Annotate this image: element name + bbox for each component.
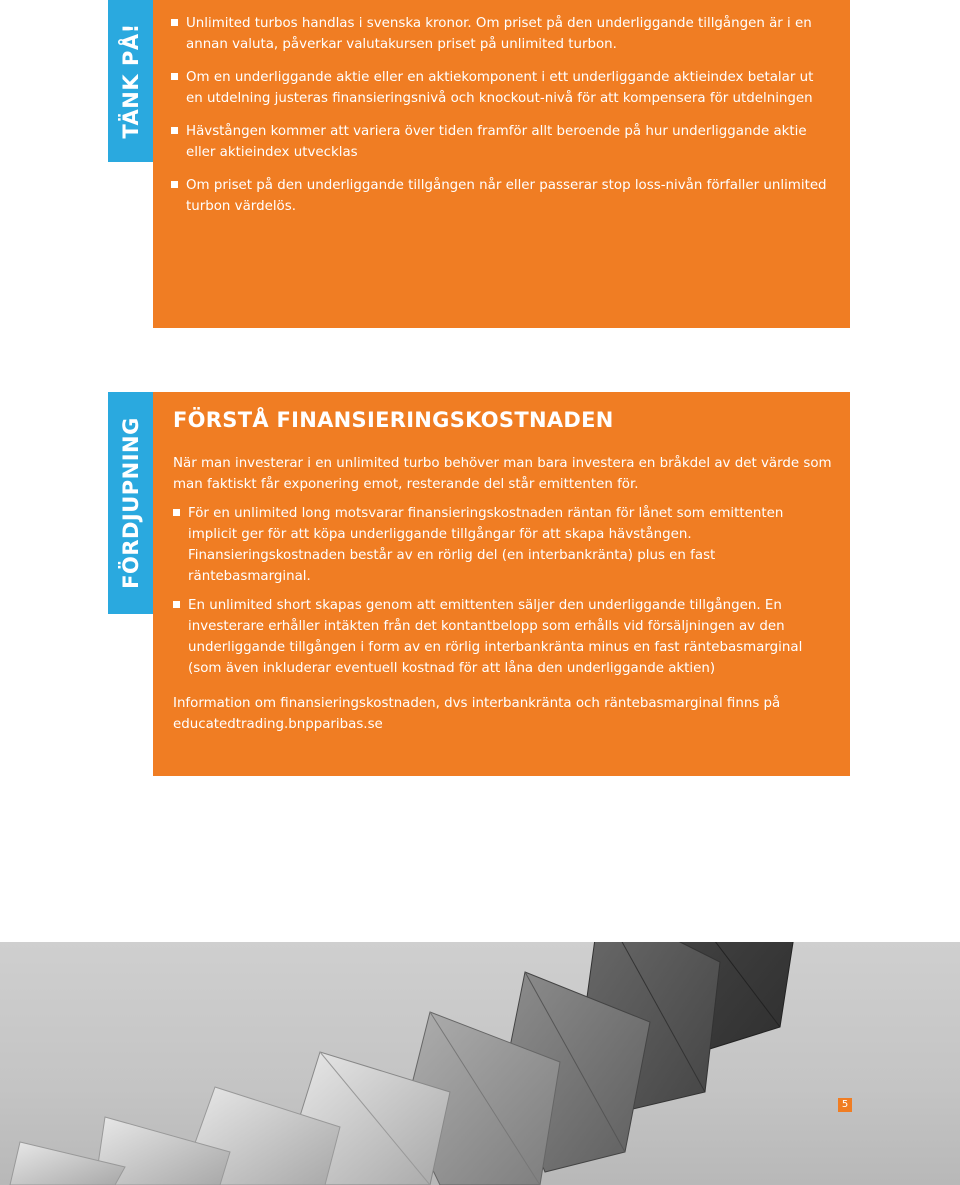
intro-paragraph: När man investerar i en unlimited turbo behöver man bara investera en bråkdel av det värde som man faktiskt får exponering emot, resterande del står emittenten för. bbox=[173, 456, 832, 492]
square-bullet-icon bbox=[171, 19, 178, 26]
list-item: Hävstången kommer att variera över tiden framför allt beroende på hur underliggande aktie eller aktieindex utvecklas bbox=[171, 121, 832, 163]
section-heading: FÖRSTÅ FINANSIERINGSKOSTNADEN bbox=[173, 408, 614, 432]
fordjupning-list bbox=[171, 503, 832, 679]
tank-pa-label: TÄNK PÅ! bbox=[118, 23, 143, 139]
outro-paragraph: Information om finansieringskostnaden, dvs interbankränta och räntebasmarginal finns på educatedtrading.bnpparibas.se bbox=[173, 696, 781, 732]
list-item: För en unlimited long motsvarar finansieringskostnaden räntan för lånet som emittenten implicit ger för att köpa underliggande tillgångar för att skapa hävstången. Finansieringskostnaden består av en rörlig del (en interbankränta) plus en fast räntebasmarginal. bbox=[173, 503, 832, 587]
kites-photo bbox=[0, 942, 960, 1185]
fordjupning-panel bbox=[153, 392, 850, 776]
tank-pa-list bbox=[171, 13, 832, 217]
list-item: En unlimited short skapas genom att emittenten säljer den underliggande tillgången. En investerare erhåller intäkten från det kontantbelopp som erhålls vid försäljningen av den underliggande tillgången i form av en rörlig interbankränta minus en fast räntebasmarginal (som även inkluderar eventuell kostnad för att låna den underliggande aktien) bbox=[173, 595, 832, 679]
square-bullet-icon bbox=[171, 181, 178, 188]
square-bullet-icon bbox=[171, 73, 178, 80]
kites-illustration bbox=[0, 942, 960, 1185]
square-bullet-icon bbox=[173, 601, 180, 608]
tank-pa-panel bbox=[153, 0, 850, 328]
fordjupning-label: FÖRDJUPNING bbox=[118, 417, 143, 589]
square-bullet-icon bbox=[173, 509, 180, 516]
square-bullet-icon bbox=[171, 127, 178, 134]
page-number: 5 bbox=[838, 1098, 852, 1112]
tank-pa-tab bbox=[108, 0, 153, 162]
list-item: Om en underliggande aktie eller en aktiekomponent i ett underliggande aktieindex betalar ut en utdelning justeras finansieringsnivå och knockout-nivå för att kompensera för utdelningen bbox=[171, 67, 832, 109]
list-item: Unlimited turbos handlas i svenska kronor. Om priset på den underliggande tillgången är i en annan valuta, påverkar valutakursen priset på unlimited turbon. bbox=[171, 13, 832, 55]
fordjupning-tab bbox=[108, 392, 153, 614]
list-item: Om priset på den underliggande tillgången når eller passerar stop loss-nivån förfaller unlimited turbon värdelös. bbox=[171, 175, 832, 217]
